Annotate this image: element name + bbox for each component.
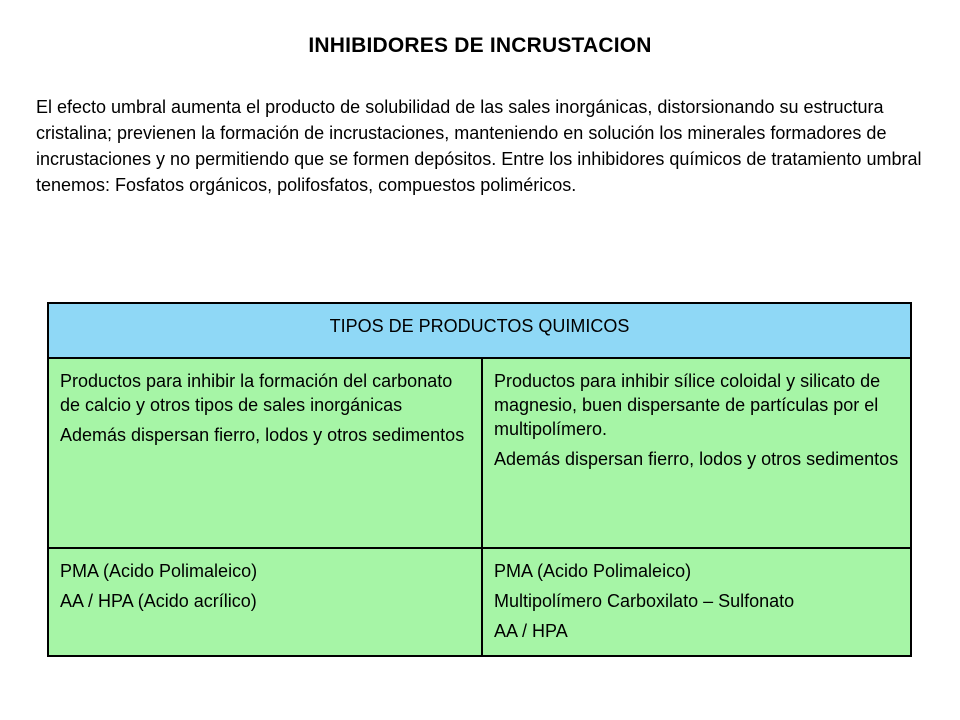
- cell-text: PMA (Acido Polimaleico): [60, 561, 258, 581]
- cell-text: Además dispersan fierro, lodos y otros sedimentos: [494, 449, 899, 469]
- table-row: [48, 548, 911, 656]
- table-cell-calcium-carbonate: [48, 358, 482, 548]
- cell-text: AA / HPA: [494, 621, 568, 641]
- cell-text: AA / HPA (Acido acrílico): [60, 591, 257, 611]
- page-title: INHIBIDORES DE INCRUSTACION: [308, 34, 652, 57]
- table-header-cell: [48, 303, 911, 358]
- cell-text: Multipolímero Carboxilato – Sulfonato: [494, 591, 795, 611]
- cell-text: Productos para inhibir sílice coloidal y silicato de magnesio, buen dispersante de partículas por el multipolímero.: [494, 371, 881, 439]
- cell-text: Productos para inhibir la formación del carbonato de calcio y otros tipos de sales inorgánicas: [60, 371, 453, 415]
- table-header-label: TIPOS DE PRODUCTOS QUIMICOS: [329, 316, 630, 336]
- cell-text: PMA (Acido Polimaleico): [494, 561, 692, 581]
- table-cell-colloidal-silica: [482, 358, 911, 548]
- products-table: [47, 302, 912, 657]
- intro-paragraph: El efecto umbral aumenta el producto de solubilidad de las sales inorgánicas, distorsionando su estructura cristalina; previenen la formación de incrustaciones, manteniendo en solución los minerales formadores de incrustaciones y no permitiendo que se formen depósitos. Entre los inhibidores químicos de tratamiento umbral tenemos: Fosfatos orgánicos, polifosfatos, compuestos poliméricos.: [36, 97, 922, 195]
- table-cell-products-right: [482, 548, 911, 656]
- table-row: [48, 358, 911, 548]
- table-header-row: [48, 303, 911, 358]
- table-cell-products-left: [48, 548, 482, 656]
- cell-text: Además dispersan fierro, lodos y otros sedimentos: [60, 425, 465, 445]
